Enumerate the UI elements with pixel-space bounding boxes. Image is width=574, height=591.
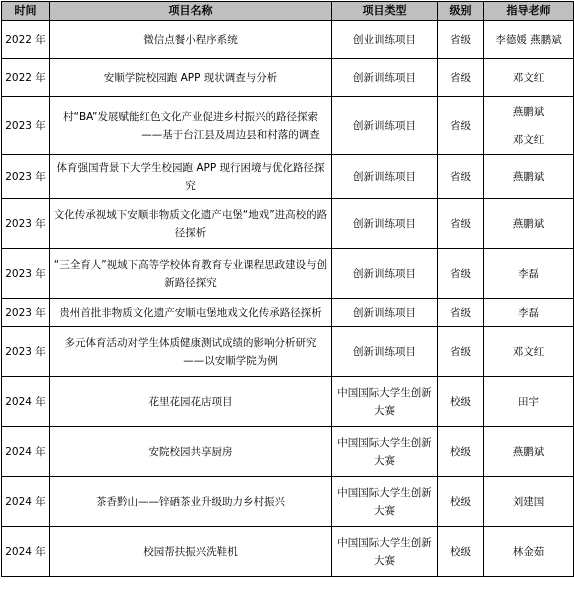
cell-year: 2024 年 (2, 427, 50, 477)
cell-year: 2023 年 (2, 249, 50, 299)
cell-year: 2022 年 (2, 21, 50, 59)
cell-year: 2023 年 (2, 155, 50, 199)
cell-advisor (484, 527, 574, 577)
cell-name (50, 249, 332, 299)
project-name: 微信点餐小程序系统 (143, 33, 238, 46)
cell-advisor (484, 199, 574, 249)
project-name: 贵州首批非物质文化遗产安顺屯堡地戏文化传承路径探析 (59, 306, 322, 319)
cell-year: 2023 年 (2, 299, 50, 327)
cell-year: 2024 年 (2, 477, 50, 527)
table-row (2, 377, 574, 427)
advisor-name: 燕鹏斌 (512, 445, 545, 458)
cell-level: 省级 (438, 199, 484, 249)
cell-type: 创业训练项目 (332, 21, 438, 59)
project-name: 茶香黔山——锌硒茶业升级助力乡村振兴 (96, 495, 285, 508)
cell-type: 创新训练项目 (332, 299, 438, 327)
cell-level: 校级 (438, 377, 484, 427)
table-row (2, 327, 574, 377)
cell-level: 省级 (438, 299, 484, 327)
table-row (2, 199, 574, 249)
project-name: 校园帮扶振兴洗鞋机 (143, 545, 238, 558)
advisor-name: 李德媛 燕鹏斌 (495, 33, 562, 46)
advisor-name: 刘建国 (512, 495, 545, 508)
project-subtitle: ——以安顺学院为例 (183, 354, 278, 367)
cell-type: 创新训练项目 (332, 97, 438, 155)
project-name: 村“BA”发展赋能红色文化产业促进乡村振兴的路径探索 (63, 110, 318, 123)
project-name: 安院校园共享厨房 (148, 445, 233, 458)
project-name: 花里花园花店项目 (148, 395, 233, 408)
cell-type: 创新训练项目 (332, 59, 438, 97)
advisor-name: 燕鹏斌 (512, 217, 545, 230)
header-name: 项目名称 (50, 2, 332, 21)
cell-advisor (484, 155, 574, 199)
header-row (2, 2, 574, 21)
advisor-name: 林金茹 (512, 545, 545, 558)
table-row (2, 97, 574, 155)
cell-year: 2023 年 (2, 199, 50, 249)
cell-advisor (484, 377, 574, 427)
table-row (2, 21, 574, 59)
cell-advisor (484, 299, 574, 327)
cell-level: 省级 (438, 249, 484, 299)
table-body (2, 21, 574, 577)
cell-advisor (484, 21, 574, 59)
cell-name (50, 477, 332, 527)
table-row (2, 249, 574, 299)
cell-name (50, 377, 332, 427)
cell-name (50, 299, 332, 327)
cell-advisor (484, 249, 574, 299)
cell-year: 2024 年 (2, 377, 50, 427)
cell-type: 中国国际大学生创新大赛 (332, 527, 438, 577)
cell-type: 创新训练项目 (332, 199, 438, 249)
project-name: 多元体育活动对学生体质健康测试成绩的影响分析研究 (64, 336, 317, 349)
advisor-spacer (486, 121, 571, 131)
header-level: 级别 (438, 2, 484, 21)
cell-advisor (484, 59, 574, 97)
advisor-name: 李磊 (518, 306, 539, 319)
projects-table (1, 1, 574, 577)
advisor-name: 田宇 (518, 395, 539, 408)
header-type: 项目类型 (332, 2, 438, 21)
project-name: “三全育人”视域下高等学校体育教育专业课程思政建设与创新路径探究 (53, 258, 328, 289)
header-advisor: 指导老师 (484, 2, 574, 21)
cell-level: 校级 (438, 527, 484, 577)
advisor-name: 燕鹏斌 (512, 170, 545, 183)
cell-type: 中国国际大学生创新大赛 (332, 427, 438, 477)
header-year: 时间 (2, 2, 50, 21)
cell-type: 创新训练项目 (332, 327, 438, 377)
project-subtitle: ——基于台江县及周边县和村落的调查 (141, 128, 320, 141)
cell-name (50, 59, 332, 97)
cell-name (50, 21, 332, 59)
table-row (2, 477, 574, 527)
advisor-name: 邓文红 (512, 71, 545, 84)
cell-advisor (484, 477, 574, 527)
advisor-name-second: 邓文红 (512, 133, 545, 146)
cell-year: 2022 年 (2, 59, 50, 97)
project-name: 体育强国背景下大学生校园跑 APP 现行困境与优化路径探究 (56, 161, 325, 192)
cell-level: 省级 (438, 97, 484, 155)
cell-level: 省级 (438, 327, 484, 377)
cell-name (50, 527, 332, 577)
advisor-name: 李磊 (518, 267, 539, 280)
table-header (2, 2, 574, 21)
table-row (2, 427, 574, 477)
table-row (2, 299, 574, 327)
table-row (2, 155, 574, 199)
cell-name (50, 327, 332, 377)
table-row (2, 59, 574, 97)
cell-name (50, 427, 332, 477)
cell-name (50, 199, 332, 249)
cell-level: 校级 (438, 477, 484, 527)
cell-level: 省级 (438, 21, 484, 59)
cell-level: 省级 (438, 59, 484, 97)
cell-name (50, 97, 332, 155)
advisor-name: 燕鹏斌 (512, 105, 545, 118)
cell-advisor (484, 327, 574, 377)
cell-advisor (484, 427, 574, 477)
cell-type: 中国国际大学生创新大赛 (332, 477, 438, 527)
cell-year: 2024 年 (2, 527, 50, 577)
project-name: 安顺学院校园跑 APP 现状调查与分析 (103, 71, 278, 84)
cell-type: 中国国际大学生创新大赛 (332, 377, 438, 427)
cell-level: 校级 (438, 427, 484, 477)
cell-advisor (484, 97, 574, 155)
cell-year: 2023 年 (2, 97, 50, 155)
advisor-name: 邓文红 (512, 345, 545, 358)
cell-name (50, 155, 332, 199)
cell-type: 创新训练项目 (332, 155, 438, 199)
project-name: 文化传承视域下安顺非物质文化遗产屯堡“地戏”进高校的路径探析 (53, 208, 328, 239)
cell-year: 2023 年 (2, 327, 50, 377)
table-row (2, 527, 574, 577)
cell-level: 省级 (438, 155, 484, 199)
cell-type: 创新训练项目 (332, 249, 438, 299)
